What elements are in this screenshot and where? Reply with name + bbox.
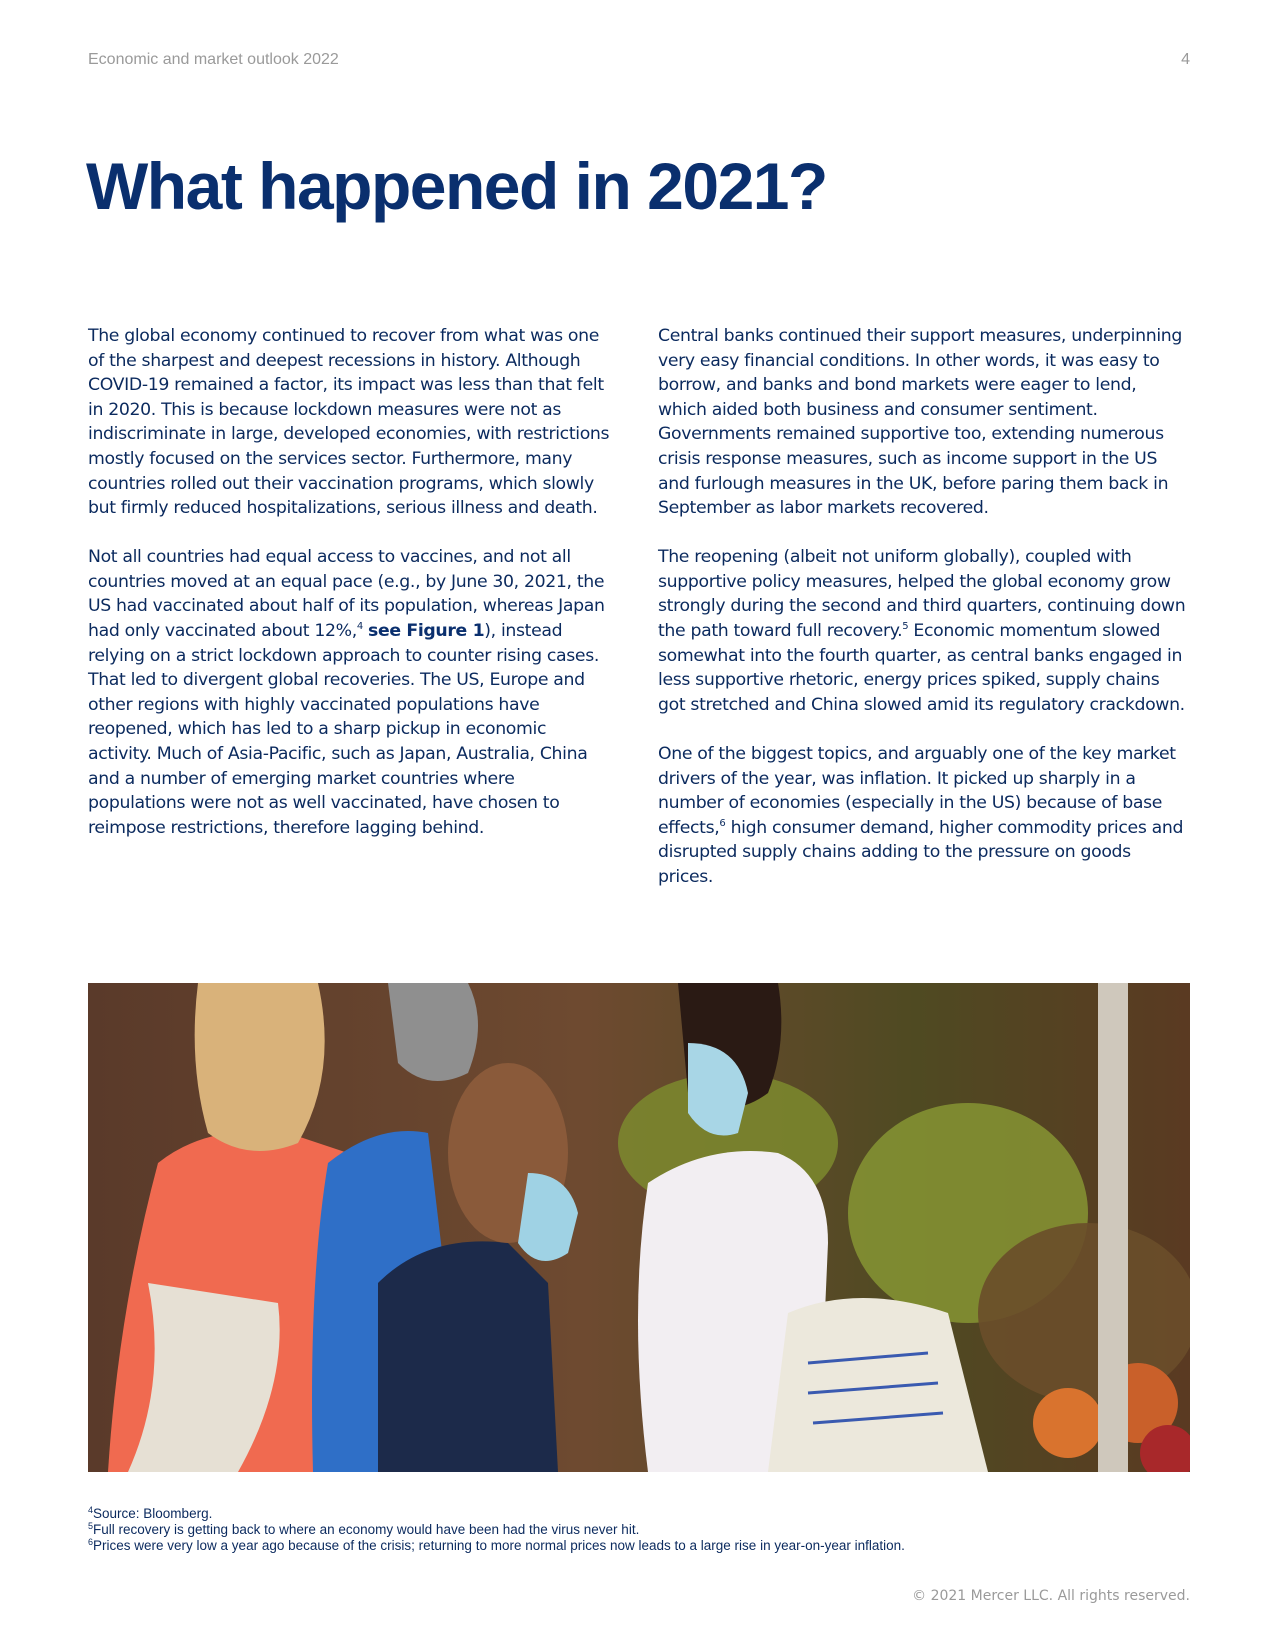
market-photo [88, 983, 1190, 1472]
running-header [88, 48, 1190, 72]
paragraph: Central banks continued their support measures, underpinning very easy financial conditions. In other words, it was easy to borrow, and banks and bond markets were eager to lend, which aided both business and consumer sentiment. Governments remained supportive too, extending numerous crisis response measures, such as income support in the US and furlough measures in the UK, before paring them back in September as labor markets recovered. [658, 326, 1183, 519]
footnote-ref[interactable]: 5 [902, 621, 909, 633]
footnote-ref[interactable]: 4 [356, 621, 363, 633]
footnote: $^5$Full recovery is getting back to where an economy would have been had the virus never hit. [88, 1521, 640, 1537]
page-title: What happened in 2021? [86, 149, 827, 223]
footnote: $^6$Prices were very low a year ago because of the crisis; returning to more normal prices now leads to a large rise in year-on-year inflation. [88, 1537, 905, 1553]
footnote: $^4$Source: Bloomberg. [88, 1505, 213, 1521]
footnotes [88, 1506, 1088, 1554]
figure-link[interactable]: see Figure 1 [368, 621, 485, 642]
left-column [88, 324, 610, 865]
right-column [658, 324, 1188, 914]
page-number: 4 [1181, 51, 1190, 68]
paragraph: The global economy continued to recover from what was one of the sharpest and deepest recessions in history. Although COVID-19 remained a factor, its impact was less than that felt in 2020. This is because lockdown measures were not as indiscriminate in large, developed economies, with restrictions mostly focused on the services sector. Furthermore, many countries rolled out their vaccination programs, which slowly but firmly reduced hospitalizations, serious illness and death. [88, 326, 610, 519]
paragraph: The reopening (albeit not uniform globally), coupled with supportive policy measures, helped the global economy grow strongly during the second and third quarters, continuing down the path toward full recovery.$^5$ Economic momentum slowed somewhat into the fourth quarter, as central banks engaged in less supportive rhetoric, energy prices spiked, supply chains got stretched and China slowed amid its regulatory crackdown. [658, 547, 1186, 715]
running-title: Economic and market outlook 2022 [88, 51, 339, 68]
footnote-ref[interactable]: 6 [719, 817, 726, 829]
paragraph: Not all countries had equal access to vaccines, and not all countries moved at an equal pace (e.g., by June 30, 2021, the US had vaccinated about half of its population, whereas Japan had only vaccinated about 12%,$^4$ see Figure 1), instead relying on a strict lockdown approach to counter rising cases. That led to divergent global recoveries. The US, Europe and other regions with highly vaccinated populations have reopened, which has led to a sharp pickup in economic activity. Much of Asia-Pacific, such as Japan, Australia, China and a number of emerging market countries where populations were not as well vaccinated, have chosen to reimpose restrictions, therefore lagging behind. [88, 547, 605, 838]
copyright: © 2021 Mercer LLC. All rights reserved. [912, 1588, 1190, 1604]
paragraph: One of the biggest topics, and arguably one of the key market drivers of the year, was inflation. It picked up sharply in a number of economies (especially in the US) because of base effects,$^6$ high consumer demand, higher commodity prices and disrupted supply chains adding to the pressure on goods prices. [658, 743, 1184, 887]
